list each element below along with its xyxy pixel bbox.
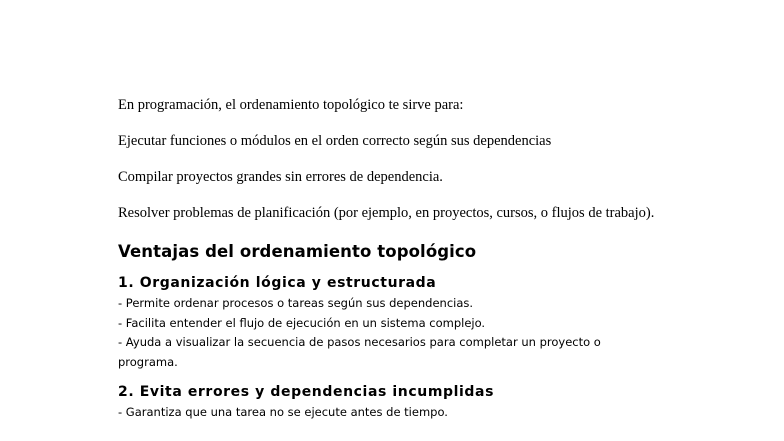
advantage-title-2: 2. Evita errores y dependencias incumplidas xyxy=(118,384,495,400)
advantage-list-2 xyxy=(118,403,678,423)
document-body xyxy=(118,96,678,433)
advantage-section-2 xyxy=(118,382,678,423)
advantage-list-1 xyxy=(118,294,678,372)
advantage-title-1: 1. Organización lógica y estructurada xyxy=(118,275,437,291)
list-item: - Ayuda a visualizar la secuencia de pasos necesarios para completar un proyecto o programa. xyxy=(118,335,601,369)
use-case-paragraph-1: Ejecutar funciones o módulos en el orden correcto según sus dependencias xyxy=(118,133,552,149)
advantage-section-1 xyxy=(118,273,678,372)
list-item: - Facilita entender el flujo de ejecución en un sistema complejo. xyxy=(118,315,486,330)
intro-paragraph: En programación, el ordenamiento topológico te sirve para: xyxy=(118,97,464,113)
use-case-paragraph-3: Resolver problemas de planificación (por ejemplo, en proyectos, cursos, o flujos de trabajo). xyxy=(118,205,655,221)
list-item: - Garantiza que una tarea no se ejecute antes de tiempo. xyxy=(118,405,448,419)
list-item: - Permite ordenar procesos o tareas según sus dependencias. xyxy=(118,296,474,310)
use-case-paragraph-2: Compilar proyectos grandes sin errores de dependencia. xyxy=(118,169,443,185)
section-heading: Ventajas del ordenamiento topológico xyxy=(118,242,477,261)
